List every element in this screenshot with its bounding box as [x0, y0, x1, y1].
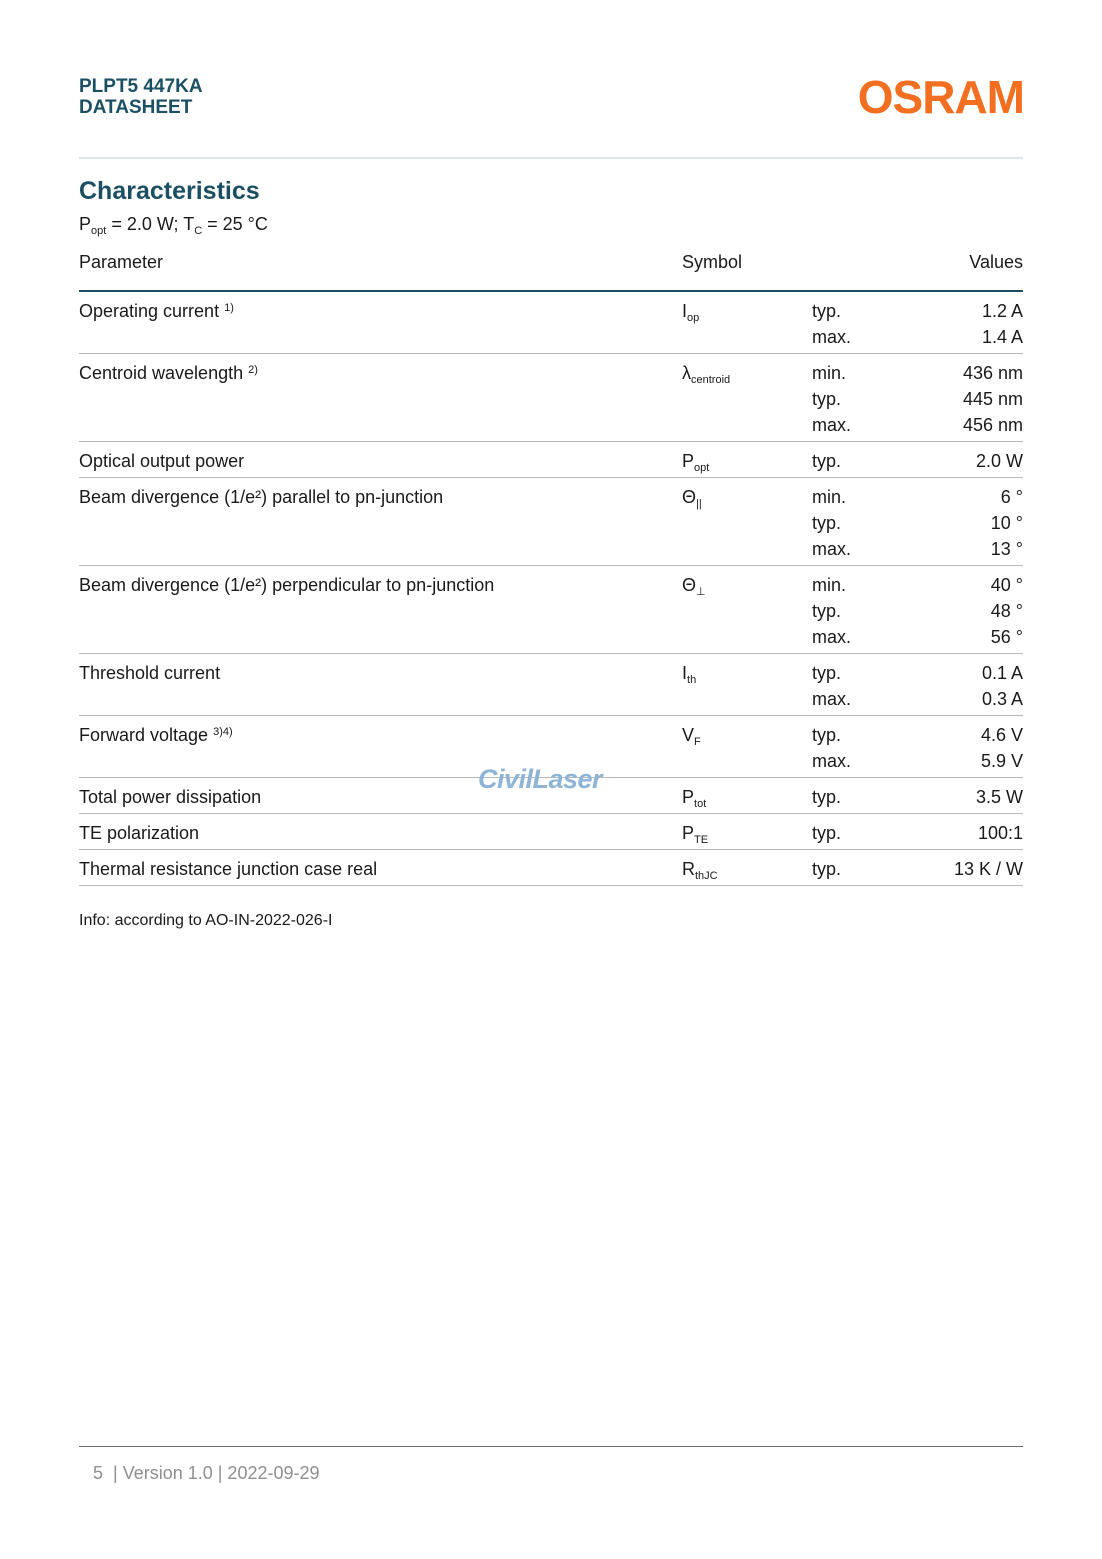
watermark-logo: CivilLaser — [478, 764, 603, 794]
qualifier-cell: typ. max. — [812, 663, 852, 709]
table-header — [79, 250, 1023, 292]
qualifier-cell: min. typ. max. — [812, 575, 852, 647]
doc-type: DATASHEET — [79, 97, 193, 118]
qualifier-cell: min. typ. max. — [812, 487, 852, 559]
symbol-cell: $I_{th}$ — [682, 663, 697, 686]
table-row — [79, 654, 1023, 716]
symbol-cell: $I_{op}$ — [682, 301, 700, 324]
table-row — [79, 478, 1023, 566]
symbol-cell: $P_{TE}$ — [682, 823, 709, 846]
table-row — [79, 566, 1023, 654]
symbol-cell: $\Theta_{||}$ — [682, 487, 702, 510]
table-row — [79, 292, 1023, 354]
value-cell: 0.1 A 0.3 A — [981, 663, 1023, 709]
section-title: Characteristics — [79, 177, 260, 205]
symbol-cell: $\lambda_{centroid}$ — [682, 363, 731, 386]
symbol-cell: $R_{thJC}$ — [682, 859, 718, 882]
footer-text: 5 | Version 1.0 | 2022-09-29 — [93, 1463, 320, 1483]
symbol-cell: $P_{opt}$ — [682, 451, 710, 474]
parameter-cell: Beam divergence (1/e²) parallel to pn-junction — [79, 487, 444, 507]
parameter-cell: Forward voltage $^{3)4)}$ — [79, 725, 233, 745]
qualifier-cell: typ. max. — [812, 725, 852, 771]
qualifier-cell: typ. — [812, 787, 842, 807]
header-parameter: Parameter — [79, 252, 164, 272]
product-title: PLPT5 447KA — [79, 76, 203, 97]
value-cell: 4.6 V 5.9 V — [980, 725, 1023, 771]
table-row — [79, 354, 1023, 442]
qualifier-cell: typ. — [812, 823, 842, 843]
value-cell: 100:1 — [977, 823, 1023, 843]
symbol-cell: $P_{tot}$ — [682, 787, 707, 810]
value-cell: 436 nm 445 nm 456 nm — [962, 363, 1023, 435]
parameter-cell: Threshold current — [79, 663, 221, 683]
value-cell: 1.2 A 1.4 A — [981, 301, 1023, 347]
value-cell: 13 K / W — [953, 859, 1023, 879]
test-conditions: $P_{opt} = 2.0$ W; $T_C = 25$ °C — [79, 214, 268, 237]
value-cell: 2.0 W — [975, 451, 1023, 471]
parameter-cell: TE polarization — [79, 823, 200, 843]
header-values: Values — [969, 252, 1023, 272]
info-note: Info: according to AO-IN-2022-026-I — [79, 912, 333, 929]
qualifier-cell: typ. max. — [812, 301, 852, 347]
table-row — [79, 814, 1023, 850]
parameter-cell: Optical output power — [79, 451, 245, 471]
footnote-ref: 1) — [224, 302, 234, 314]
value-cell: 40 ° 48 ° 56 ° — [990, 575, 1023, 647]
qualifier-cell: min. typ. max. — [812, 363, 852, 435]
parameter-cell: Operating current $^{1)}$ — [79, 301, 234, 321]
symbol-cell: $V_F$ — [682, 725, 701, 748]
parameter-cell: Total power dissipation — [79, 787, 262, 807]
footnote-ref: 2) — [248, 364, 258, 376]
parameter-cell: Beam divergence (1/e²) perpendicular to pn-junction — [79, 575, 495, 595]
value-cell: 6 ° 10 ° 13 ° — [990, 487, 1023, 559]
header-symbol: Symbol — [682, 252, 743, 272]
table-row — [79, 442, 1023, 478]
header-divider — [79, 157, 1023, 159]
footer-divider — [79, 1446, 1023, 1447]
symbol-cell: $\Theta_\perp$ — [682, 575, 706, 598]
value-cell: 3.5 W — [975, 787, 1023, 807]
parameter-cell: Centroid wavelength $^{2)}$ — [79, 363, 258, 383]
qualifier-cell: typ. — [812, 451, 842, 471]
parameter-cell: Thermal resistance junction case real — [79, 859, 378, 879]
footnote-ref: 3)4) — [213, 726, 233, 738]
osram-logo: OSRAM — [857, 71, 1024, 123]
qualifier-cell: typ. — [812, 859, 842, 879]
table-row — [79, 850, 1023, 886]
